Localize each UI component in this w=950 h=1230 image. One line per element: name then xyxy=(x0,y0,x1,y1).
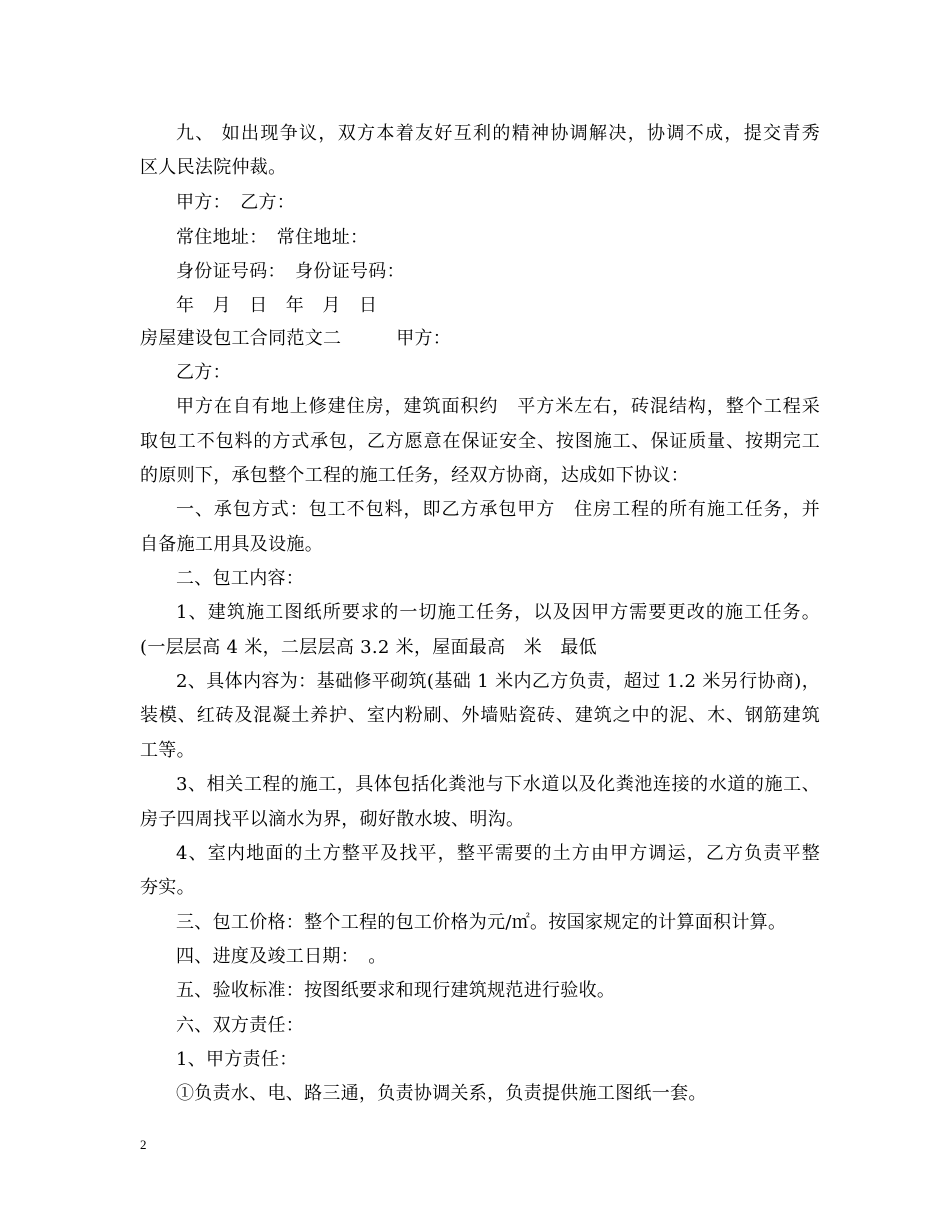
signature-id-line: 身份证号码： 身份证号码： xyxy=(176,261,405,282)
page-number: 2 xyxy=(140,1137,147,1152)
signature-date-line: 年 月 日 年 月 日 xyxy=(176,295,378,316)
paragraph-line: (一层层高 4 米，二层层高 3.2 米，屋面最高 米 最低 xyxy=(140,637,597,658)
paragraph-line: 区人民法院仲裁。 xyxy=(140,157,287,178)
paragraph-line: 五、验收标准：按图纸要求和现行建筑规范进行验收。 xyxy=(176,980,616,1001)
signature-address-line: 常住地址： 常住地址： xyxy=(176,227,369,248)
paragraph-line: 取包工不包料的方式承包，乙方愿意在保证安全、按图施工、保证质量、按期完工 xyxy=(140,431,820,452)
paragraph-line: ①负责水、电、路三通，负责协调关系，负责提供施工图纸一套。 xyxy=(176,1083,707,1104)
paragraph-line: 2、具体内容为：基础修平砌筑(基础 1 米内乙方负责，超过 1.2 米另行协商)， xyxy=(176,671,820,692)
paragraph-line: 一、承包方式：包工不包料，即乙方承包甲方 住房工程的所有施工任务，并 xyxy=(176,499,820,520)
paragraph-line: 四、进度及竣工日期： 。 xyxy=(176,946,387,967)
paragraph-line: 装模、红砖及混凝土养护、室内粉刷、外墙贴瓷砖、建筑之中的泥、木、钢筋建筑 xyxy=(140,705,820,726)
signature-party-line: 甲方： 乙方： xyxy=(176,192,296,213)
paragraph-line: 夯实。 xyxy=(140,877,195,898)
paragraph-line: 甲方在自有地上修建住房，建筑面积约 平方米左右，砖混结构，整个工程采 xyxy=(176,396,820,417)
party-b-line: 乙方： xyxy=(176,362,231,383)
section-title: 房屋建设包工合同范文二 甲方： xyxy=(140,328,452,349)
paragraph-line: 3、相关工程的施工，具体包括化粪池与下水道以及化粪池连接的水道的施工、 xyxy=(176,774,820,795)
paragraph-line: 4、室内地面的土方整平及找平，整平需要的土方由甲方调运，乙方负责平整 xyxy=(176,843,820,864)
clause-heading: 二、包工内容： xyxy=(176,568,305,589)
paragraph-line: 的原则下，承包整个工程的施工任务，经双方协商，达成如下协议： xyxy=(140,465,689,486)
paragraph-line: 工等。 xyxy=(140,740,195,761)
sub-clause-heading: 1、甲方责任： xyxy=(176,1049,298,1070)
paragraph-line: 1、建筑施工图纸所要求的一切施工任务，以及因甲方需要更改的施工任务。 xyxy=(176,602,820,623)
clause-heading: 六、双方责任： xyxy=(176,1015,305,1036)
paragraph-line: 房子四周找平以滴水为界，砌好散水坡、明沟。 xyxy=(140,809,525,830)
paragraph-line: 九、 如出现争议，双方本着友好互利的精神协调解决，协调不成，提交青秀 xyxy=(176,123,820,144)
paragraph-line: 三、包工价格：整个工程的包工价格为元/㎡。按国家规定的计算面积计算。 xyxy=(176,912,787,933)
paragraph-line: 自备施工用具及设施。 xyxy=(140,534,323,555)
